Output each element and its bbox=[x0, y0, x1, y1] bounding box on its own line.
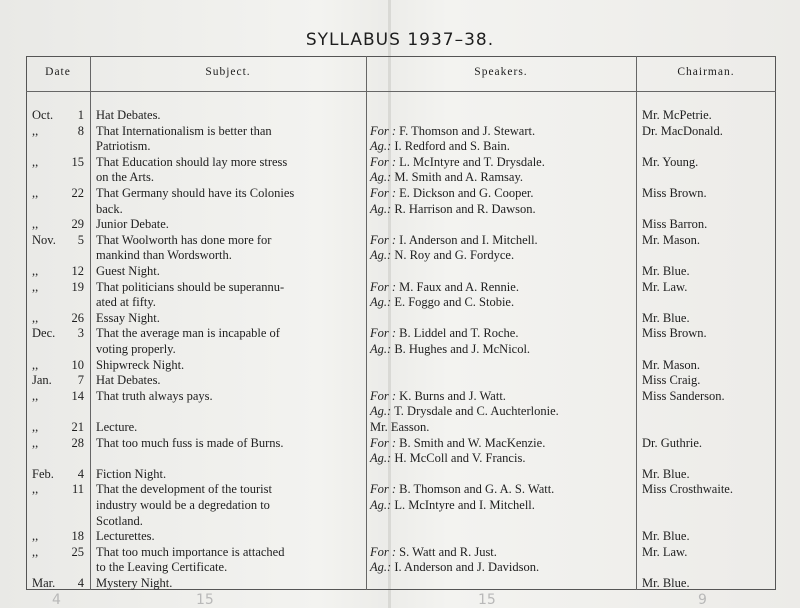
date-day: 26 bbox=[71, 310, 84, 325]
date-month: ,, bbox=[32, 357, 39, 372]
subject-text: That the development of the tourist bbox=[96, 482, 272, 497]
speaker-side-label: Ag.: bbox=[370, 295, 392, 310]
speaker-names: B. Liddel and T. Roche. bbox=[399, 326, 519, 341]
subject-text: That too much fuss is made of Burns. bbox=[96, 435, 284, 450]
date-month: ,, bbox=[32, 529, 39, 544]
bottom-pencil-marks bbox=[0, 592, 800, 608]
speaker-names: L. McIntyre and T. Drysdale. bbox=[399, 154, 545, 169]
subject-text: That Germany should have its Colonies bbox=[96, 186, 295, 200]
subject-text: That Internationalism is better than bbox=[96, 123, 272, 138]
speaker-plain: Mr. Easson. bbox=[370, 420, 430, 434]
speakers-cell bbox=[370, 248, 514, 263]
date-day: 25 bbox=[71, 544, 84, 559]
date-month: Nov. bbox=[32, 232, 56, 247]
speaker-names: E. Dickson and G. Cooper. bbox=[399, 186, 534, 200]
subject-text: That too much importance is attached bbox=[96, 544, 285, 559]
pencil-mark: 15 bbox=[478, 592, 496, 608]
speaker-names: M. Smith and A. Ramsay. bbox=[394, 170, 524, 185]
chairman-name: Mr. Blue. bbox=[642, 264, 690, 278]
speakers-cell bbox=[370, 545, 497, 560]
date-day: 14 bbox=[71, 388, 84, 403]
subject-text: Lecture. bbox=[96, 420, 138, 434]
speaker-side-label: For : bbox=[370, 435, 397, 450]
speakers-cell bbox=[370, 233, 538, 248]
speaker-names: I. Anderson and J. Davidson. bbox=[394, 560, 540, 575]
speakers-cell bbox=[370, 139, 510, 154]
date-month: Mar. bbox=[32, 576, 56, 590]
speaker-side-label: Ag.: bbox=[370, 451, 392, 466]
speakers-cell bbox=[370, 155, 545, 170]
speaker-side-label: For : bbox=[370, 186, 397, 200]
subject-text: Guest Night. bbox=[96, 264, 160, 278]
chairman-name: Miss Crosthwaite. bbox=[642, 482, 733, 497]
date-month: ,, bbox=[32, 420, 39, 434]
subject-text: Patriotism. bbox=[96, 139, 151, 154]
speaker-names: R. Harrison and R. Dawson. bbox=[394, 201, 536, 216]
speakers-cell bbox=[370, 170, 523, 185]
speakers-cell bbox=[370, 436, 545, 451]
column-divider-date bbox=[90, 56, 91, 590]
date-day: 5 bbox=[77, 232, 84, 247]
date-day: 11 bbox=[71, 482, 84, 497]
speaker-side-label: Ag.: bbox=[370, 560, 392, 575]
date-month: Feb. bbox=[32, 466, 54, 481]
header-chairman: Chairman. bbox=[677, 66, 735, 78]
chairman-name: Mr. Young. bbox=[642, 154, 699, 169]
date-month: Jan. bbox=[32, 373, 52, 388]
speakers-cell bbox=[370, 295, 514, 310]
chairman-name: Miss Sanderson. bbox=[642, 388, 725, 403]
chairman-name: Mr. Blue. bbox=[642, 529, 690, 544]
date-month: ,, bbox=[32, 123, 39, 138]
speaker-names: I. Anderson and I. Mitchell. bbox=[399, 232, 538, 247]
header-speakers: Speakers. bbox=[474, 66, 528, 78]
chairman-name: Miss Barron. bbox=[642, 217, 708, 232]
chairman-name: Mr. Law. bbox=[642, 279, 688, 294]
speaker-side-label: For : bbox=[370, 279, 397, 294]
speaker-names: S. Watt and R. Just. bbox=[399, 544, 497, 559]
speaker-names: H. McColl and V. Francis. bbox=[394, 451, 526, 466]
speaker-names: F. Thomson and J. Stewart. bbox=[399, 123, 536, 138]
date-day: 7 bbox=[77, 373, 84, 388]
chairman-name: Dr. MacDonald. bbox=[642, 123, 723, 138]
subject-text: That Education should lay more stress bbox=[96, 154, 288, 169]
subject-text: Mystery Night. bbox=[96, 576, 173, 590]
speaker-names: B. Thomson and G. A. S. Watt. bbox=[399, 482, 555, 497]
chairman-name: Mr. McPetrie. bbox=[642, 108, 712, 122]
header-date: Date bbox=[45, 66, 71, 78]
speaker-side-label: Ag.: bbox=[370, 139, 392, 154]
speaker-side-label: Ag.: bbox=[370, 498, 392, 512]
date-month: ,, bbox=[32, 186, 39, 200]
subject-text: Hat Debates. bbox=[96, 373, 161, 388]
date-day: 18 bbox=[71, 529, 84, 544]
speakers-cell bbox=[370, 482, 554, 497]
speakers-cell bbox=[370, 124, 535, 139]
chairman-name: Mr. Blue. bbox=[642, 466, 690, 481]
chairman-name: Miss Brown. bbox=[642, 186, 707, 200]
speaker-side-label: For : bbox=[370, 544, 397, 559]
subject-text: That truth always pays. bbox=[96, 388, 213, 403]
speaker-names: I. Redford and S. Bain. bbox=[394, 139, 510, 154]
speaker-side-label: For : bbox=[370, 123, 397, 138]
subject-text: Lecturettes. bbox=[96, 529, 155, 544]
speaker-side-label: For : bbox=[370, 154, 397, 169]
chairman-name: Mr. Blue. bbox=[642, 310, 690, 325]
subject-text: to the Leaving Certificate. bbox=[96, 560, 228, 575]
speaker-side-label: Ag.: bbox=[370, 248, 392, 263]
subject-text: voting properly. bbox=[96, 342, 176, 356]
date-month: ,, bbox=[32, 388, 39, 403]
chairman-name: Dr. Guthrie. bbox=[642, 435, 703, 450]
subject-text: Shipwreck Night. bbox=[96, 357, 185, 372]
subject-text: ated at fifty. bbox=[96, 295, 156, 310]
chairman-name: Mr. Law. bbox=[642, 544, 688, 559]
speaker-names: B. Smith and W. MacKenzie. bbox=[399, 435, 546, 450]
speaker-side-label: Ag.: bbox=[370, 342, 392, 356]
date-day: 12 bbox=[71, 264, 84, 278]
speaker-side-label: For : bbox=[370, 326, 397, 341]
header-subject: Subject. bbox=[205, 66, 251, 78]
speakers-cell bbox=[370, 280, 519, 295]
date-day: 8 bbox=[77, 123, 84, 138]
speaker-side-label: For : bbox=[370, 482, 397, 497]
subject-text: That politicians should be superannu- bbox=[96, 279, 285, 294]
chairman-name: Miss Brown. bbox=[642, 326, 707, 341]
speakers-cell bbox=[370, 326, 518, 341]
date-day: 4 bbox=[77, 576, 84, 590]
date-day: 29 bbox=[71, 217, 84, 232]
speaker-names: L. McIntyre and I. Mitchell. bbox=[394, 498, 535, 512]
date-month: ,, bbox=[32, 264, 39, 278]
chairman-name: Miss Craig. bbox=[642, 373, 701, 388]
subject-text: Fiction Night. bbox=[96, 466, 167, 481]
speakers-cell bbox=[370, 498, 535, 513]
subject-text: mankind than Wordsworth. bbox=[96, 248, 232, 263]
subject-text: industry would be a degredation to bbox=[96, 498, 270, 512]
speaker-side-label: Ag.: bbox=[370, 404, 392, 419]
date-day: 19 bbox=[71, 279, 84, 294]
speaker-side-label: For : bbox=[370, 232, 397, 247]
column-divider-subject bbox=[366, 56, 367, 590]
speakers-cell bbox=[370, 186, 534, 201]
subject-text: Junior Debate. bbox=[96, 217, 169, 232]
chairman-name: Mr. Mason. bbox=[642, 357, 700, 372]
date-day: 10 bbox=[71, 357, 84, 372]
date-day: 22 bbox=[71, 186, 84, 200]
date-month: ,, bbox=[32, 482, 39, 497]
subject-text: back. bbox=[96, 201, 123, 216]
chairman-name: Mr. Blue. bbox=[642, 576, 690, 590]
subject-text: That the average man is incapable of bbox=[96, 326, 280, 341]
speaker-side-label: For : bbox=[370, 388, 397, 403]
date-month: ,, bbox=[32, 435, 39, 450]
chairman-name: Mr. Mason. bbox=[642, 232, 700, 247]
page-title: SYLLABUS 1937–38. bbox=[305, 30, 495, 50]
pencil-mark: 15 bbox=[196, 592, 214, 608]
date-day: 15 bbox=[71, 154, 84, 169]
speakers-cell bbox=[370, 451, 525, 466]
speaker-names: M. Faux and A. Rennie. bbox=[399, 279, 519, 294]
speakers-cell bbox=[370, 389, 506, 404]
speaker-names: B. Hughes and J. McNicol. bbox=[394, 342, 531, 356]
date-day: 4 bbox=[77, 466, 84, 481]
pencil-mark: 9 bbox=[698, 592, 707, 608]
speaker-names: T. Drysdale and C. Auchterlonie. bbox=[394, 404, 559, 419]
speakers-cell bbox=[370, 202, 536, 217]
date-month: ,, bbox=[32, 217, 39, 232]
date-day: 3 bbox=[77, 326, 84, 341]
date-month: Oct. bbox=[32, 108, 54, 122]
speakers-cell bbox=[370, 560, 539, 575]
speakers-cell bbox=[370, 404, 559, 419]
speaker-names: E. Foggo and C. Stobie. bbox=[394, 295, 515, 310]
date-day: 1 bbox=[77, 108, 84, 122]
speaker-names: N. Roy and G. Fordyce. bbox=[394, 248, 515, 263]
speaker-names: K. Burns and J. Watt. bbox=[399, 388, 506, 403]
speakers-cell bbox=[370, 342, 530, 357]
date-month: ,, bbox=[32, 544, 39, 559]
date-day: 21 bbox=[71, 420, 84, 434]
speaker-side-label: Ag.: bbox=[370, 170, 392, 185]
speaker-side-label: Ag.: bbox=[370, 201, 392, 216]
date-day: 28 bbox=[71, 435, 84, 450]
subject-text: Essay Night. bbox=[96, 310, 160, 325]
date-month: ,, bbox=[32, 154, 39, 169]
subject-text: Hat Debates. bbox=[96, 108, 161, 122]
date-month: Dec. bbox=[32, 326, 56, 341]
subject-text: Scotland. bbox=[96, 513, 143, 528]
header-rule bbox=[26, 91, 776, 92]
date-month: ,, bbox=[32, 279, 39, 294]
column-divider-speakers bbox=[636, 56, 637, 590]
subject-text: That Woolworth has done more for bbox=[96, 232, 272, 247]
date-month: ,, bbox=[32, 310, 39, 325]
pencil-mark: 4 bbox=[52, 592, 61, 608]
subject-text: on the Arts. bbox=[96, 170, 154, 185]
